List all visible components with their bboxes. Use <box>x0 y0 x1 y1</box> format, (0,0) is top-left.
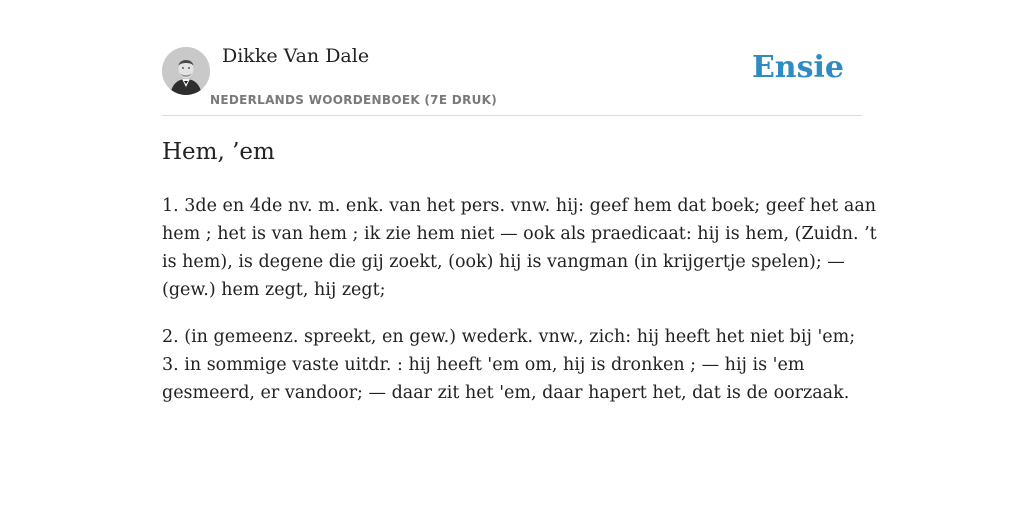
entry-term: Hem, ’em <box>162 139 275 165</box>
definition-line: 2. (in gemeenz. spreekt, en gew.) wederk. vnw., zich: hij heeft het niet bij 'em; <box>162 327 856 347</box>
definition-paragraph-1 <box>162 192 877 304</box>
definition-line: gesmeerd, er vandoor; — daar zit het 'em, daar hapert het, dat is de oorzaak. <box>162 383 850 403</box>
definition-line: (gew.) hem zegt, hij zegt; <box>162 280 386 300</box>
definition-line: 1. 3de en 4de nv. m. enk. van het pers. vnw. hij: geef hem dat boek; geef het aan <box>162 196 877 216</box>
entry-page <box>162 0 877 512</box>
definition-line: is hem), is degene die gij zoekt, (ook) hij is vangman (in krijgertje spelen); — <box>162 252 845 272</box>
author-avatar[interactable] <box>162 47 210 95</box>
brand-logo[interactable]: Ensie <box>751 50 844 85</box>
definition-line: 3. in sommige vaste uitdr. : hij heeft 'em om, hij is dronken ; — hij is 'em <box>162 355 805 375</box>
portrait-photo-icon <box>162 47 210 95</box>
source-label: NEDERLANDS WOORDENBOEK (7E DRUK) <box>210 93 498 107</box>
entry-header <box>162 0 862 116</box>
definition-paragraph-2 <box>162 323 862 407</box>
author-name[interactable]: Dikke Van Dale <box>222 45 370 67</box>
definition-line: hem ; het is van hem ; ik zie hem niet — ook als praedicaat: hij is hem, (Zuidn. ’t <box>162 224 877 244</box>
